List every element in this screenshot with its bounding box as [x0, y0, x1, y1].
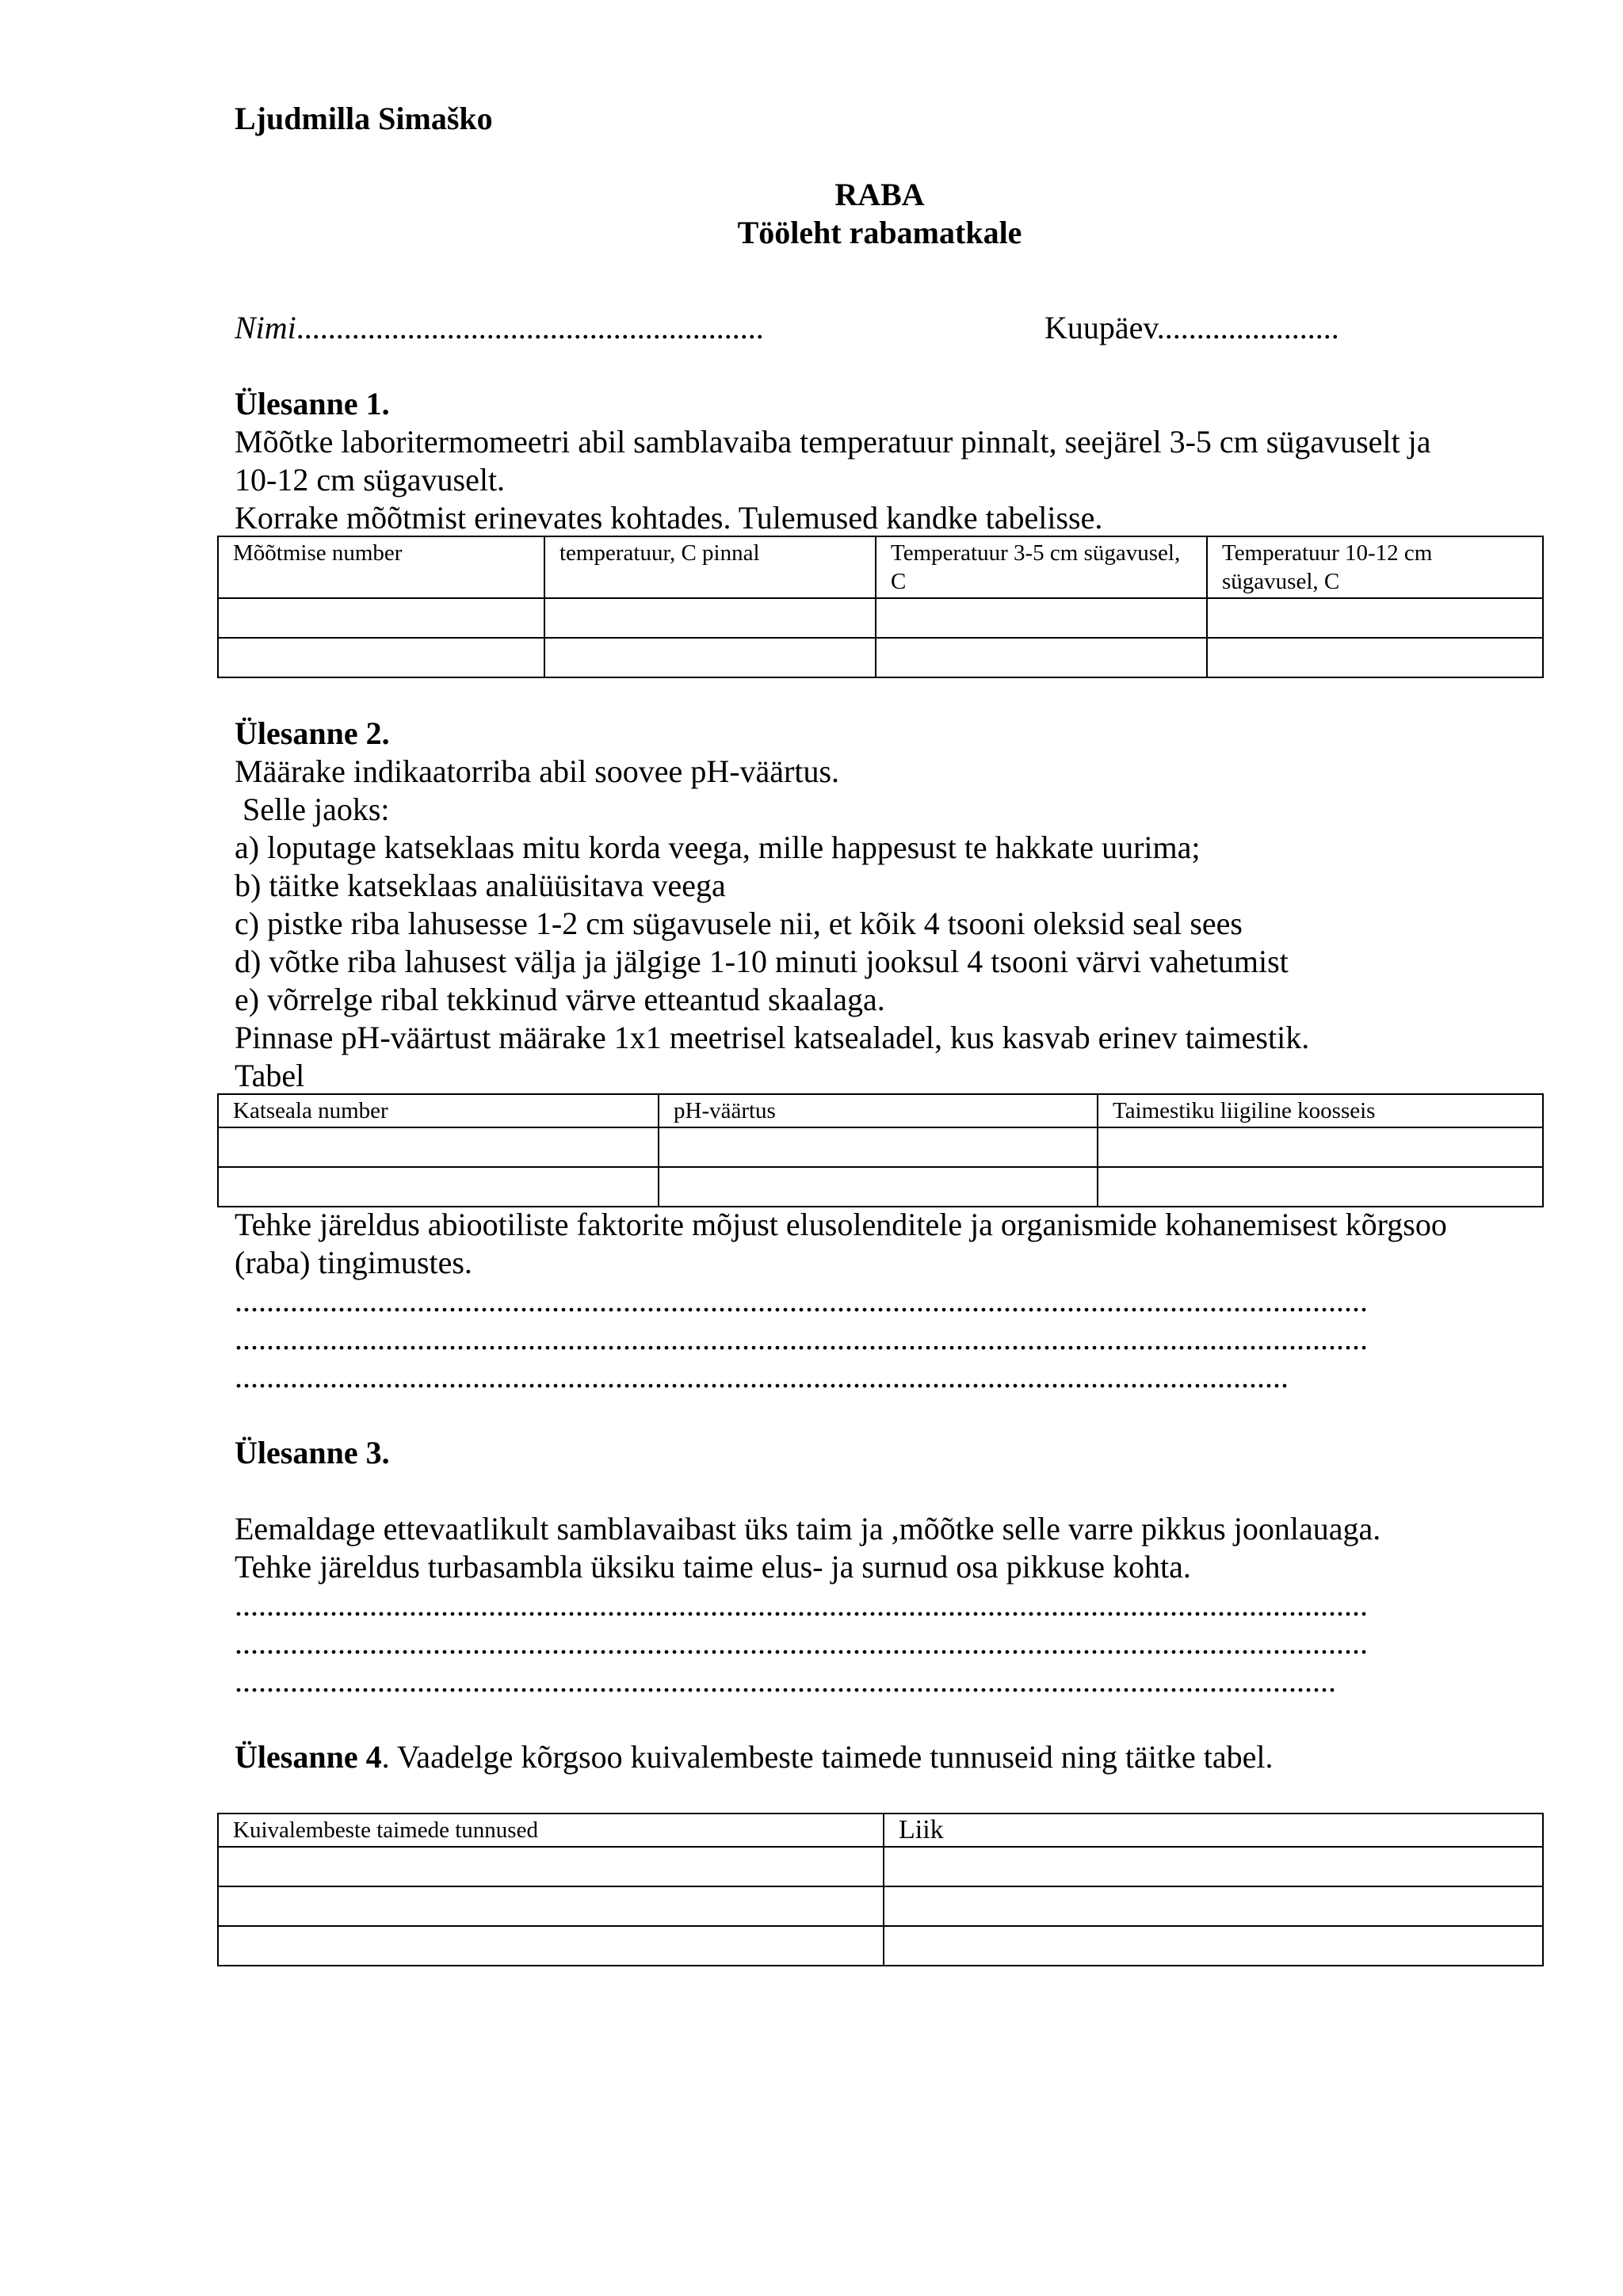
answer-line[interactable]: ...............................................................................................................................................: [235, 1625, 1368, 1661]
task1-heading: Ülesanne 1.: [235, 386, 390, 421]
date-label: Kuupäev: [1044, 310, 1157, 345]
task2-line: Pinnase pH-väärtust määrake 1x1 meetrisel katsealadel, kus kasvab erinev taimestik.: [235, 1020, 1310, 1055]
name-dots: ...........................................................: [296, 310, 764, 345]
table-header-row: [218, 1094, 1543, 1127]
table-cell[interactable]: [876, 638, 1207, 677]
table-cell[interactable]: [884, 1886, 1543, 1926]
task2-conclusion: Tehke järeldus abiootiliste faktorite mõjust elusolenditele ja organismide kohanemisest kõrgsoo: [235, 1207, 1447, 1242]
table-cell[interactable]: [218, 638, 544, 677]
table-row: [218, 1926, 1543, 1966]
answer-line[interactable]: ...........................................................................................................................................: [235, 1663, 1336, 1699]
answer-line[interactable]: .....................................................................................................................................: [235, 1359, 1289, 1394]
task2-line: Määrake indikaatorriba abil soovee pH-väärtus.: [235, 753, 840, 789]
table-row: [218, 638, 1543, 677]
task3-line: Eemaldage ettevaatlikult samblavaibast üks taim ja ,mõõtke selle varre pikkus joonlauaga.: [235, 1511, 1381, 1547]
table-cell[interactable]: [544, 598, 876, 638]
task2-line: Tabel: [235, 1058, 305, 1093]
table-row: [218, 1127, 1543, 1167]
task4-text: . Vaadelge kõrgsoo kuivalembeste taimede tunnuseid ning täitke tabel.: [381, 1739, 1274, 1775]
table-cell[interactable]: [218, 598, 544, 638]
page-subtitle: Tööleht rabamatkale: [737, 215, 1022, 250]
table-cell[interactable]: [659, 1127, 1098, 1167]
table-header-row: [218, 1814, 1543, 1847]
task3-heading: Ülesanne 3.: [235, 1435, 390, 1470]
table-cell[interactable]: [218, 1886, 884, 1926]
task4-table: [217, 1813, 1544, 1966]
table-cell[interactable]: [876, 598, 1207, 638]
task1-line: 10-12 cm sügavuselt.: [235, 462, 506, 498]
table-header-cell: Temperatuur 10-12 cm sügavusel, C: [1207, 536, 1543, 598]
table-cell[interactable]: [544, 638, 876, 677]
name-field[interactable]: [235, 309, 764, 347]
task1-table: [217, 536, 1544, 678]
task1-line: Mõõtke laboritermomeetri abil samblavaiba temperatuur pinnalt, seejärel 3-5 cm sügavuselt ja: [235, 424, 1431, 460]
table-cell[interactable]: [659, 1167, 1098, 1207]
table-cell[interactable]: [218, 1167, 659, 1207]
author-name: Ljudmilla Simaško: [235, 101, 493, 136]
date-dots: .......................: [1156, 310, 1339, 345]
table-cell[interactable]: [218, 1127, 659, 1167]
table-cell[interactable]: [218, 1926, 884, 1966]
table-header-cell: Mõõtmise number: [218, 536, 544, 598]
table-header-cell: pH-väärtus: [659, 1094, 1098, 1127]
table-header-cell: Temperatuur 3-5 cm sügavusel, C: [876, 536, 1207, 598]
table-cell[interactable]: [884, 1926, 1543, 1966]
table-cell[interactable]: [218, 1847, 884, 1886]
task2-line: b) täitke katseklaas analüüsitava veega: [235, 868, 726, 903]
task3-line: Tehke järeldus turbasambla üksiku taime elus- ja surnud osa pikkuse kohta.: [235, 1549, 1191, 1585]
task4-heading: Ülesanne 4: [235, 1739, 382, 1775]
date-field[interactable]: [1044, 309, 1339, 347]
task2-table: [217, 1093, 1544, 1207]
table-header-cell: Kuivalembeste taimede tunnused: [218, 1814, 884, 1847]
table-cell[interactable]: [1207, 598, 1543, 638]
answer-line[interactable]: ...............................................................................................................................................: [235, 1587, 1368, 1623]
table-header-cell: Katseala number: [218, 1094, 659, 1127]
answer-line[interactable]: ...............................................................................................................................................: [235, 1283, 1368, 1318]
table-header-cell: Taimestiku liigiline koosseis: [1098, 1094, 1543, 1127]
name-label: Nimi: [235, 310, 296, 345]
task4-instruction: [235, 1738, 1273, 1776]
task2-line: e) võrrelge ribal tekkinud värve etteantud skaalaga.: [235, 982, 885, 1017]
table-row: [218, 1847, 1543, 1886]
task1-line: Korrake mõõtmist erinevates kohtades. Tulemused kandke tabelisse.: [235, 500, 1103, 536]
task2-line: c) pistke riba lahusesse 1-2 cm sügavusele nii, et kõik 4 tsooni oleksid seal sees: [235, 906, 1243, 941]
answer-line[interactable]: ...............................................................................................................................................: [235, 1321, 1368, 1356]
task2-conclusion: (raba) tingimustes.: [235, 1245, 472, 1280]
table-cell[interactable]: [1207, 638, 1543, 677]
table-cell[interactable]: [1098, 1127, 1543, 1167]
task2-line: a) loputage katseklaas mitu korda veega, mille happesust te hakkate uurima;: [235, 830, 1201, 865]
page-title: RABA: [834, 177, 925, 212]
task2-line: d) võtke riba lahusest välja ja jälgige 1-10 minuti jooksul 4 tsooni värvi vahetumist: [235, 944, 1289, 979]
table-cell[interactable]: [1098, 1167, 1543, 1207]
task2-heading: Ülesanne 2.: [235, 715, 390, 751]
task2-line: Selle jaoks:: [235, 791, 390, 827]
table-header-row: [218, 536, 1543, 598]
table-row: [218, 598, 1543, 638]
table-header-cell: Liik: [884, 1814, 1543, 1847]
table-cell[interactable]: [884, 1847, 1543, 1886]
table-header-cell: temperatuur, C pinnal: [544, 536, 876, 598]
table-row: [218, 1167, 1543, 1207]
table-row: [218, 1886, 1543, 1926]
